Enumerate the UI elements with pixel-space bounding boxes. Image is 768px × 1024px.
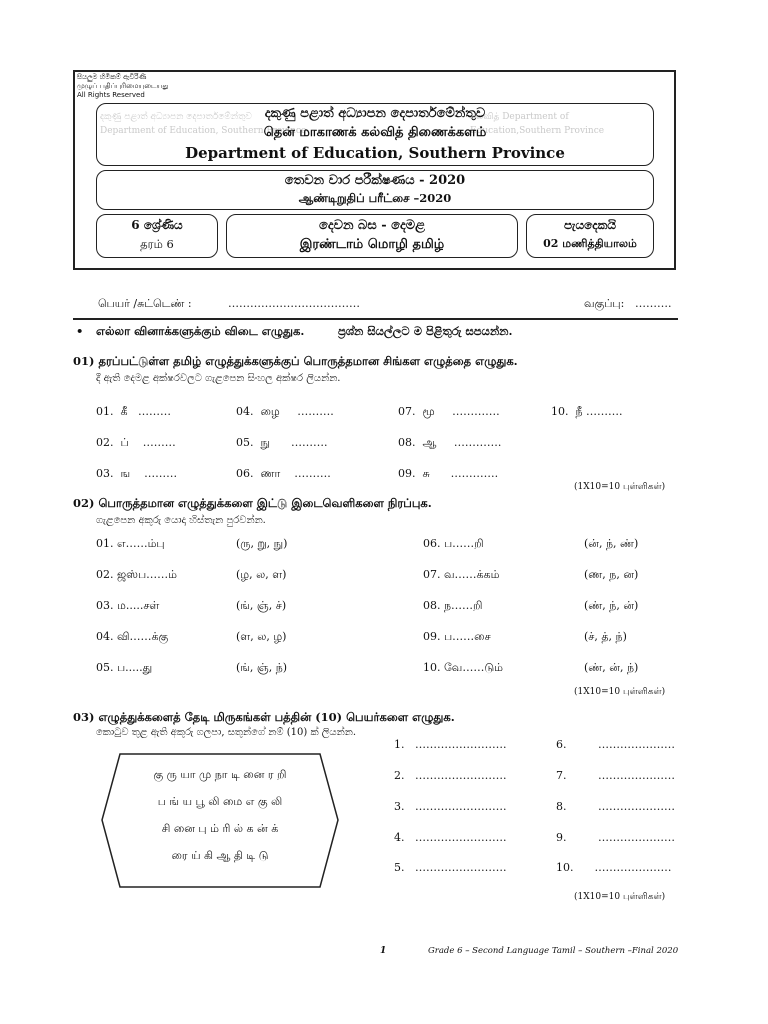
page-number: 1: [380, 946, 387, 956]
q2-options: (ழ, ல, ள): [236, 568, 287, 581]
answer-line: 3. …………………….: [394, 800, 507, 813]
q1-item: 08. ஆ ………….: [398, 436, 502, 449]
q3-title: 03) எழுத்துக்களைத் தேடி மிருகங்கள் பத்தின் (10) பெயர்களை எழுதுக.: [73, 710, 455, 724]
q2-word: 06. ப……றி: [423, 537, 484, 550]
q1-item: 04. ழை ……….: [236, 405, 334, 418]
subject-tamil: இரண்டாம் மொழி தமிழ்: [299, 237, 445, 252]
answer-line: 9. …………………: [556, 831, 675, 844]
q2-subtitle: ගැළපෙන අකුරු යොදා හිස්තැන පුරවන්න.: [96, 515, 266, 526]
q3-subtitle: කොටුව තුළ ඇති අකුරු ගලපා, සතුන්ගේ නම් (10) ක් ලියන්න.: [96, 727, 357, 738]
q2-points: (1X10=10 புள்ளிகள்): [574, 687, 666, 697]
grade-tamil: தரம் 6: [140, 237, 174, 251]
copyright-line-2: முழுப் பதிப்புரிமையுடையது: [77, 82, 169, 90]
exam-tamil: ஆண்டிறுதிப் பரீட்சை –2020: [298, 191, 452, 205]
watermark-left-english: Department of Education, Southern Province: [100, 126, 307, 136]
q1-item: 07. மூ ………….: [398, 405, 500, 418]
q2-options: (ங், ஞ், ச்): [236, 599, 287, 612]
class-label: வகுப்பு:: [584, 297, 625, 310]
dept-sinhala: දකුණු පළාත් අධ්‍යාපන දෙපාර්තමේන්තුව: [264, 106, 486, 121]
subject-sinhala: දෙවන බස - දෙමළ: [318, 218, 426, 233]
q1-title: 01) தரப்பட்டுள்ள தமிழ் எழுத்துக்களுக்குப் பொருத்தமான சிங்கள எழுத்தை எழுதுக.: [73, 354, 518, 368]
answer-line: 4. …………………….: [394, 831, 507, 844]
duration-tamil: 02 மணித்தியாலம்: [543, 237, 637, 250]
q2-options: (ன், ந், ண்): [584, 537, 639, 550]
dept-tamil: தென் மாகாணக் கல்வித் திணைக்களம்: [263, 125, 487, 140]
answer-line: 10. …………………: [556, 861, 672, 874]
footer-text: Grade 6 – Second Language Tamil – Southern –Final 2020: [428, 946, 679, 956]
letter-grid-row: ப ங் ய பூ லி மை எ கு லி: [157, 795, 283, 808]
q2-word: 02. ஜஸ்ப……ம்: [96, 568, 178, 581]
copyright-line-1: සියලුම හිමිකම් ඇවිරිණි: [77, 73, 147, 81]
watermark-left: දකුණු පළාත් අධ්‍යාපන දෙපාර්තමේන්තුව: [100, 112, 252, 122]
q3-points: (1X10=10 புள்ளிகள்): [574, 892, 666, 902]
name-dots: ………………………………: [228, 297, 360, 310]
letter-grid-row: கு ரு யா மு நா டி னை ர றி: [153, 768, 287, 781]
q2-word: 09. ப……சை: [423, 630, 491, 643]
q2-options: (ரு, று, நு): [236, 537, 288, 550]
watermark-right-english: Education,Southern Province: [470, 126, 605, 136]
q2-options: (ங், ஞ், ந்): [236, 661, 288, 674]
dept-english: Department of Education, Southern Province: [185, 144, 565, 162]
q2-word: 10. வே……டும்: [423, 661, 503, 674]
q2-word: 07. வ……க்கம்: [423, 568, 500, 581]
q1-item: 03. ங ………: [96, 467, 178, 480]
answer-line: 8. …………………: [556, 800, 675, 813]
q1-item: 10. நீ ……….: [551, 405, 623, 418]
exam-sinhala: තෙවන වාර පරීක්ෂණය - 2020: [284, 173, 466, 188]
q2-options: (ண, ந, ன): [584, 568, 639, 581]
divider-line: [73, 318, 678, 320]
q1-subtitle: දී ඇති දෙමළ අක්ෂරවලට ගැළපෙන සිංහල අක්ෂර ලියන්න.: [96, 373, 341, 384]
q1-item: 05. நு ……….: [236, 436, 328, 449]
q1-item: 01. கீ ………: [96, 405, 172, 418]
q2-options: (ச், த், ந்): [584, 630, 627, 643]
instruction-tamil: எல்லா வினாக்களுக்கும் விடை எழுதுக.: [96, 324, 305, 338]
q2-word: 05. ப.....து: [96, 661, 153, 674]
answer-line: 2. …………………….: [394, 769, 507, 782]
q1-item: 02. ப் ………: [96, 436, 176, 449]
q2-word: 04. வி……க்கு: [96, 630, 169, 643]
name-label: பெயர் /சுட்டெண் :: [98, 297, 192, 310]
duration-sinhala: පැයදෙකයි: [564, 218, 616, 232]
answer-line: 7. …………………: [556, 769, 675, 782]
q1-points: (1X10=10 புள்ளிகள்): [574, 482, 666, 492]
answer-line: 6. …………………: [556, 738, 675, 751]
instruction-bullet: •: [76, 324, 84, 338]
letter-grid-row: ரை ய் கி ஆ தி டி டு: [171, 849, 269, 862]
q2-word: 03. ம.....சள்: [96, 599, 160, 612]
q2-options: (ண், ன், ந்): [584, 661, 639, 674]
watermark-right: கல்வித் Department of: [470, 112, 569, 122]
q1-item: 06. ணா ……….: [236, 467, 331, 480]
q2-options: (ண், ந், ன்): [584, 599, 639, 612]
q2-options: (ள, ல, ழ): [236, 630, 287, 643]
class-dots: ……….: [635, 297, 672, 310]
q2-title: 02) பொருத்தமான எழுத்துக்களை இட்டு இடைவெளிகளை நிரப்புக.: [73, 496, 432, 510]
answer-line: 1. …………………….: [394, 738, 507, 751]
grade-sinhala: 6 ශ්‍රේණිය: [131, 218, 183, 232]
letter-grid-row: சி னை பு ம் ரி ல் க ன் க்: [161, 822, 279, 835]
copyright-line-3: All Rights Reserved: [77, 91, 145, 99]
instruction-sinhala: ප්‍රශ්න සියල්ලට ම පිළිතුරු සපයන්න.: [338, 324, 513, 338]
q2-word: 01. எ……ம்பு: [96, 537, 165, 550]
answer-line: 5. …………………….: [394, 861, 507, 874]
q1-item: 09. சு ………….: [398, 467, 499, 480]
q2-word: 08. ந……றி: [423, 599, 483, 612]
